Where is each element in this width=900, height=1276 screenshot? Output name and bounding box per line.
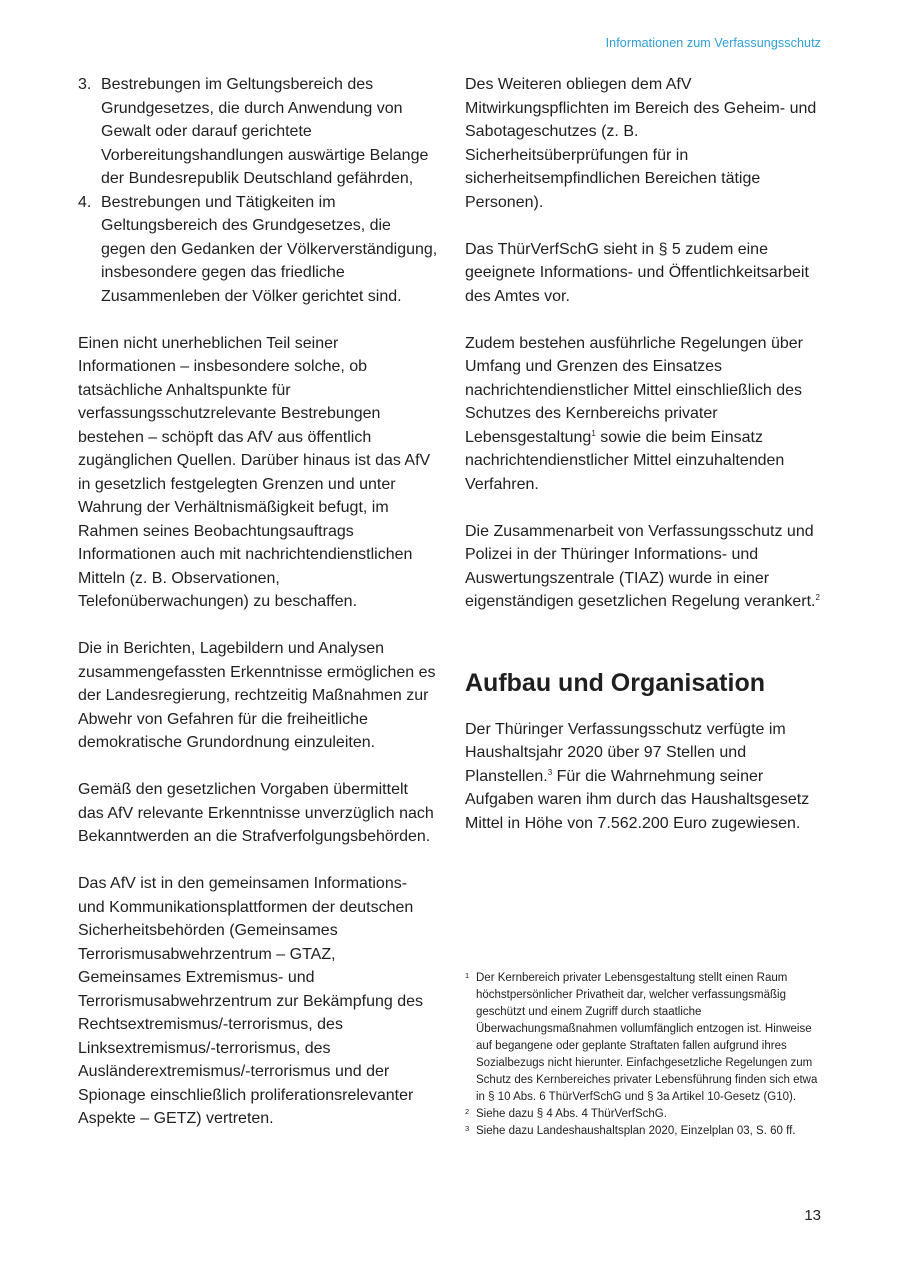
paragraph-text: sowie die beim Einsatz nachrichtendienstlicher Mittel einzuhaltenden Verfahren. — [465, 428, 785, 493]
paragraph-text: Für die Wahrnehmung seiner Aufgaben waren ihm durch das Haushaltsgesetz Mittel in Höhe von 7.562.200 Euro zugewiesen. — [465, 767, 810, 832]
paragraph-text: Zudem bestehen ausführliche Regelungen über Umfang und Grenzen des Einsatzes nachrichtendienstlicher Mittel einschließlich des Schutzes des Kernbereichs privater Lebensgestaltung — [465, 334, 804, 446]
list-item-number: 3. — [78, 76, 92, 93]
paragraph-security-duties: Des Weiteren obliegen dem AfV Mitwirkungspflichten im Bereich des Geheim- und Sabotageschutzes (z. B. Sicherheitsüberprüfungen für in sicherheitsempfindlichen Bereichen tätige Personen). — [465, 76, 817, 211]
paragraph-text: Der Thüringer Verfassungsschutz verfügte im Haushaltsjahr 2020 über 97 Stellen und Planstellen. — [465, 720, 786, 785]
right-column — [465, 73, 825, 859]
paragraph-reports-analyses: Die in Berichten, Lagebildern und Analysen zusammengefassten Erkenntnisse ermöglichen es der Landesregierung, rechtzeitig Maßnahmen zur Abwehr von Gefahren für die freiheitliche demokratische Grundordnung einzuleiten. — [78, 640, 436, 751]
footnote — [465, 970, 825, 1106]
footnote-reference: 3 — [547, 767, 553, 777]
footnote-mark: 1 — [465, 971, 470, 980]
paragraph-text: Die Zusammenarbeit von Verfassungsschutz und Polizei in der Thüringer Informations- und Auswertungszentrale (TIAZ) wurde in einer eigenständigen gesetzlichen Regelung verankert. — [465, 522, 816, 610]
section-heading: Aufbau und Organisation — [465, 668, 765, 697]
paragraph-budget — [465, 718, 825, 836]
footnotes — [465, 970, 825, 1140]
list-item-text: Bestrebungen und Tätigkeiten im Geltungsbereich des Grundgesetzes, die gegen den Gedanken der Völkerverständigung, insbesondere gegen das friedliche Zusammenleben der Völker gerichtet sind. — [101, 193, 438, 305]
paragraph-information-sources: Einen nicht unerheblichen Teil seiner Informationen – insbesondere solche, ob tatsächliche Anhaltspunkte für verfassungsschutzrelevante Bestrebungen bestehen – schöpft das AfV aus öffentlich zugänglichen Quellen. Darüber hinaus ist das AfV in gesetzlich festgelegten Grenzen und unter Wahrung der Verhältnismäßigkeit befugt, im Rahmen seines Beobachtungsauftrags Informationen auch mit nachrichtendienstlichen Mitteln (z. B. Observationen, Telefonüberwachungen) zu beschaffen. — [78, 334, 431, 610]
paragraph-transmission: Gemäß den gesetzlichen Vorgaben übermittelt das AfV relevante Erkenntnisse unverzüglich nach Bekanntwerden an die Strafverfolgungsbehörden. — [78, 781, 434, 845]
footnote-reference: 1 — [591, 428, 596, 438]
footnote-text: Der Kernbereich privater Lebensgestaltung stellt einen Raum höchstpersönlicher Privatheit dar, welcher verfassungsmäßig geschützt und einem Zugriff durch staatliche Überwachungsmaßnahmen vollumfänglich entzogen ist. Hinweise auf begangene oder geplante Straftaten fallen aufgrund ihres Sozialbezugs nicht hierunter. Einfachgesetzliche Regelungen zum Schutz des Kernbereiches privater Lebensführung finden sich etwa in § 10 Abs. 6 ThürVerfSchG und § 3a Artikel 10-Gesetz (G10). — [476, 972, 818, 1103]
footnote — [465, 1106, 825, 1123]
list-item — [78, 191, 438, 309]
page-number: 13 — [804, 1207, 821, 1224]
footnote — [465, 1123, 825, 1140]
list-item — [78, 73, 438, 191]
footnote-reference: 2 — [815, 593, 820, 602]
paragraph-platforms: Das AfV ist in den gemeinsamen Informations- und Kommunikationsplattformen der deutschen Sicherheitsbehörden (Gemeinsames Terrorismusabwehrzentrum – GTAZ, Gemeinsames Extremismus- und Terrorismusabwehrzentrum zur Bekämpfung des Rechtsextremismus/-terrorismus, des Linksextremismus/-terrorismus, des Ausländerextremismus/-terrorismus und der Spionage einschließlich proliferationsrelevanter Aspekte – GETZ) vertreten. — [78, 875, 424, 1127]
paragraph-regulations — [465, 332, 825, 497]
list-item-text: Bestrebungen im Geltungsbereich des Grundgesetzes, die durch Anwendung von Gewalt oder darauf gerichtete Vorbereitungshandlungen auswärtige Belange der Bundesrepublik Deutschland gefährden, — [101, 76, 429, 187]
list-item-number: 4. — [78, 193, 92, 211]
left-column — [78, 73, 438, 1154]
footnote-text: Siehe dazu § 4 Abs. 4 ThürVerfSchG. — [476, 1108, 667, 1120]
footnote-mark: 2 — [465, 1107, 470, 1116]
paragraph-public-relations: Das ThürVerfSchG sieht in § 5 zudem eine geeignete Informations- und Öffentlichkeitsarbeit des Amtes vor. — [465, 240, 809, 305]
numbered-list — [78, 73, 438, 308]
footnote-mark: 3 — [465, 1124, 470, 1133]
running-header: Informationen zum Verfassungsschutz — [605, 36, 821, 50]
paragraph-tiaz — [465, 520, 825, 614]
footnote-text: Siehe dazu Landeshaushaltsplan 2020, Einzelplan 03, S. 60 ff. — [476, 1125, 796, 1137]
